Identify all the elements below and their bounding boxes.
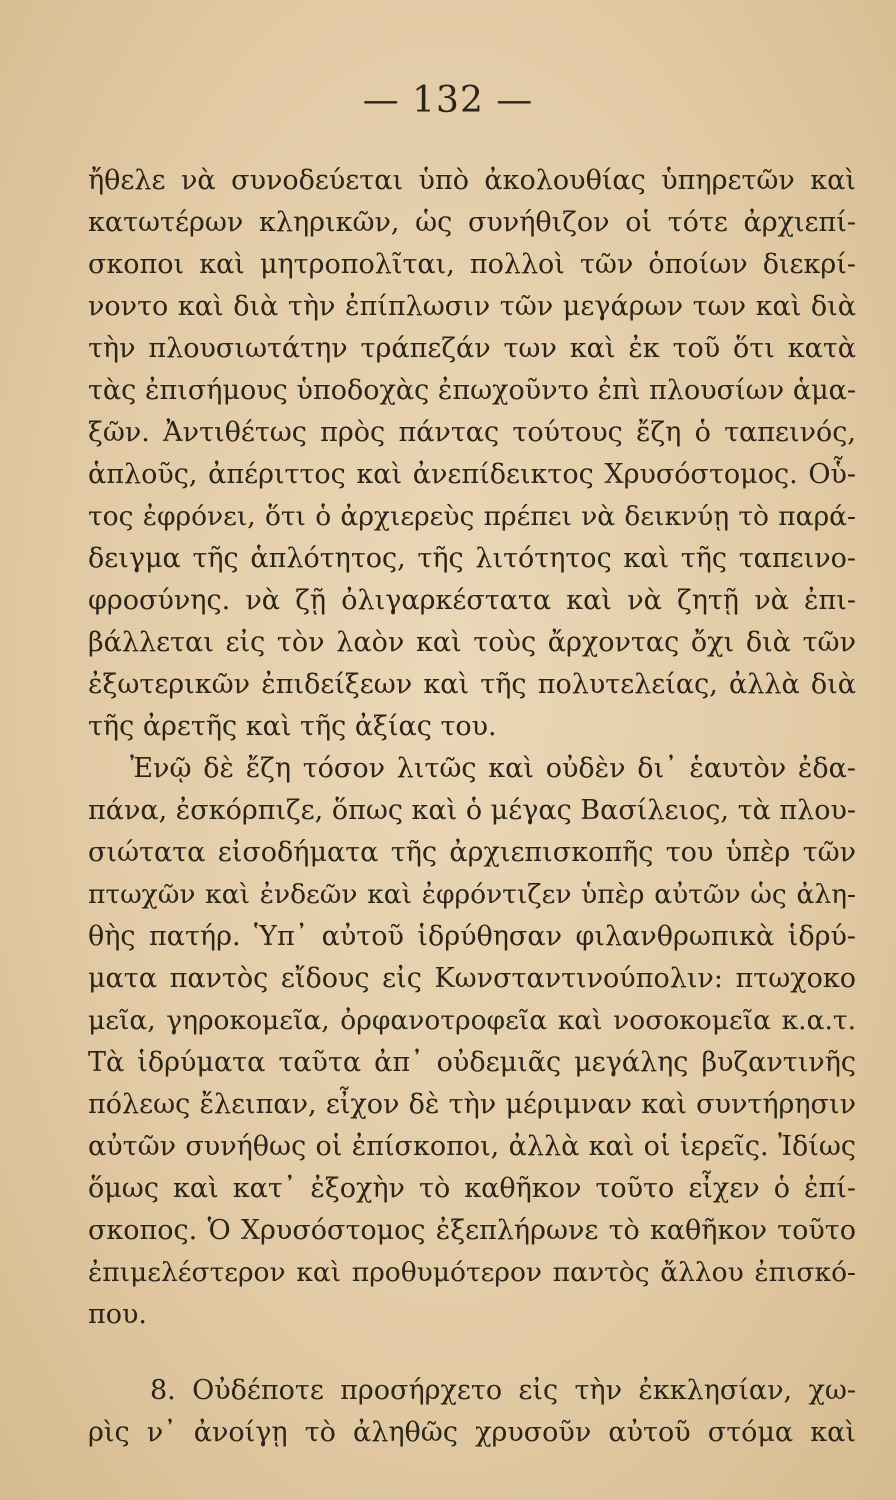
text-line: ρὶς ν᾽ ἀνοίγῃ τὸ ἀληθῶς χρυσοῦν αὐτοῦ στόμα καὶ bbox=[88, 1417, 856, 1448]
text-line: πόλεως ἔλειπαν, εἶχον δὲ τὴν μέριμναν καὶ συντήρησιν bbox=[88, 1089, 856, 1120]
paragraph bbox=[88, 1370, 856, 1454]
text-line: δειγμα τῆς ἁπλότητος, τῆς λιτότητος καὶ τῆς ταπεινο- bbox=[88, 543, 856, 574]
text-line: ὅμως καὶ κατ᾽ ἐξοχὴν τὸ καθῆκον τοῦτο εἶχεν ὁ ἐπί- bbox=[88, 1173, 856, 1204]
text-line: τος ἐφρόνει, ὅτι ὁ ἀρχιερεὺς πρέπει νὰ δεικνύῃ τὸ παρά- bbox=[88, 501, 856, 532]
text-line: ἤθελε νὰ συνοδεύεται ὑπὸ ἀκολουθίας ὑπηρετῶν καὶ bbox=[88, 165, 856, 196]
text-line: πάνα, ἐσκόρπιζε, ὅπως καὶ ὁ μέγας Βασίλειος, τὰ πλου- bbox=[88, 795, 856, 826]
text-line: σκοποι καὶ μητροπολῖται, πολλοὶ τῶν ὁποίων διεκρί- bbox=[88, 249, 856, 280]
page-number: — 132 — bbox=[362, 80, 534, 121]
text-line: τὴν πλουσιωτάτην τράπεζάν των καὶ ἐκ τοῦ ὅτι κατὰ bbox=[88, 333, 856, 364]
text-line: βάλλεται εἰς τὸν λαὸν καὶ τοὺς ἄρχοντας ὄχι διὰ τῶν bbox=[88, 627, 856, 658]
text-line: 8. Οὐδέποτε προσήρχετο εἰς τὴν ἐκκλησίαν, χω- bbox=[150, 1375, 856, 1406]
text-line: πτωχῶν καὶ ἐνδεῶν καὶ ἐφρόντιζεν ὑπὲρ αὐτῶν ὡς ἀλη- bbox=[88, 879, 856, 910]
body-text bbox=[88, 160, 856, 1454]
text-line: κατωτέρων κληρικῶν, ὡς συνήθιζον οἱ τότε ἀρχιεπί- bbox=[88, 207, 856, 238]
text-line: θὴς πατήρ. Ὑπ᾽ αὐτοῦ ἱδρύθησαν φιλανθρωπικὰ ἱδρύ- bbox=[88, 921, 856, 952]
text-line: σιώτατα εἰσοδήματα τῆς ἀρχιεπισκοπῆς του ὑπὲρ τῶν bbox=[88, 837, 856, 868]
text-line: τῆς ἀρετῆς καὶ τῆς ἀξίας του. bbox=[88, 711, 497, 742]
paragraph bbox=[88, 160, 856, 1336]
text-line: Τὰ ἱδρύματα ταῦτα ἀπ᾽ οὐδεμιᾶς μεγάλης βυζαντινῆς bbox=[88, 1047, 856, 1078]
text-line: ἁπλοῦς, ἀπέριττος καὶ ἀνεπίδεικτος Χρυσόστομος. Οὗ- bbox=[88, 459, 856, 490]
text-line: Ἐνῷ δὲ ἔζη τόσον λιτῶς καὶ οὐδὲν δι᾽ ἑαυτὸν ἐδα- bbox=[130, 753, 856, 784]
text-line: μεῖα, γηροκομεῖα, ὀρφανοτροφεῖα καὶ νοσοκομεῖα κ.α.τ. bbox=[88, 1005, 856, 1036]
text-line: σκοπος. Ὁ Χρυσόστομος ἐξεπλήρωνε τὸ καθῆκον τοῦτο bbox=[88, 1215, 856, 1246]
text-line: ξῶν. Ἀντιθέτως πρὸς πάντας τούτους ἔζη ὁ ταπεινός, bbox=[88, 417, 856, 448]
text-line: ἐξωτερικῶν ἐπιδείξεων καὶ τῆς πολυτελείας, ἀλλὰ διὰ bbox=[88, 669, 856, 700]
text-line: νοντο καὶ διὰ τὴν ἐπίπλωσιν τῶν μεγάρων των καὶ διὰ bbox=[88, 291, 856, 322]
text-line: αὐτῶν συνήθως οἱ ἐπίσκοποι, ἀλλὰ καὶ οἱ ἱερεῖς. Ἰδίως bbox=[88, 1131, 856, 1162]
text-line: ματα παντὸς εἴδους εἰς Κωνσταντινούπολιν: πτωχοκο bbox=[88, 963, 856, 994]
text-line: ἐπιμελέστερον καὶ προθυμότερον παντὸς ἄλλου ἐπισκό- bbox=[88, 1257, 856, 1288]
text-line: που. bbox=[88, 1299, 147, 1330]
text-line: τὰς ἐπισήμους ὑποδοχὰς ἐπωχοῦντο ἐπὶ πλουσίων ἁμα- bbox=[88, 375, 856, 406]
text-line: φροσύνης. νὰ ζῇ ὀλιγαρκέστατα καὶ νὰ ζητῇ νὰ ἐπι- bbox=[88, 585, 856, 616]
